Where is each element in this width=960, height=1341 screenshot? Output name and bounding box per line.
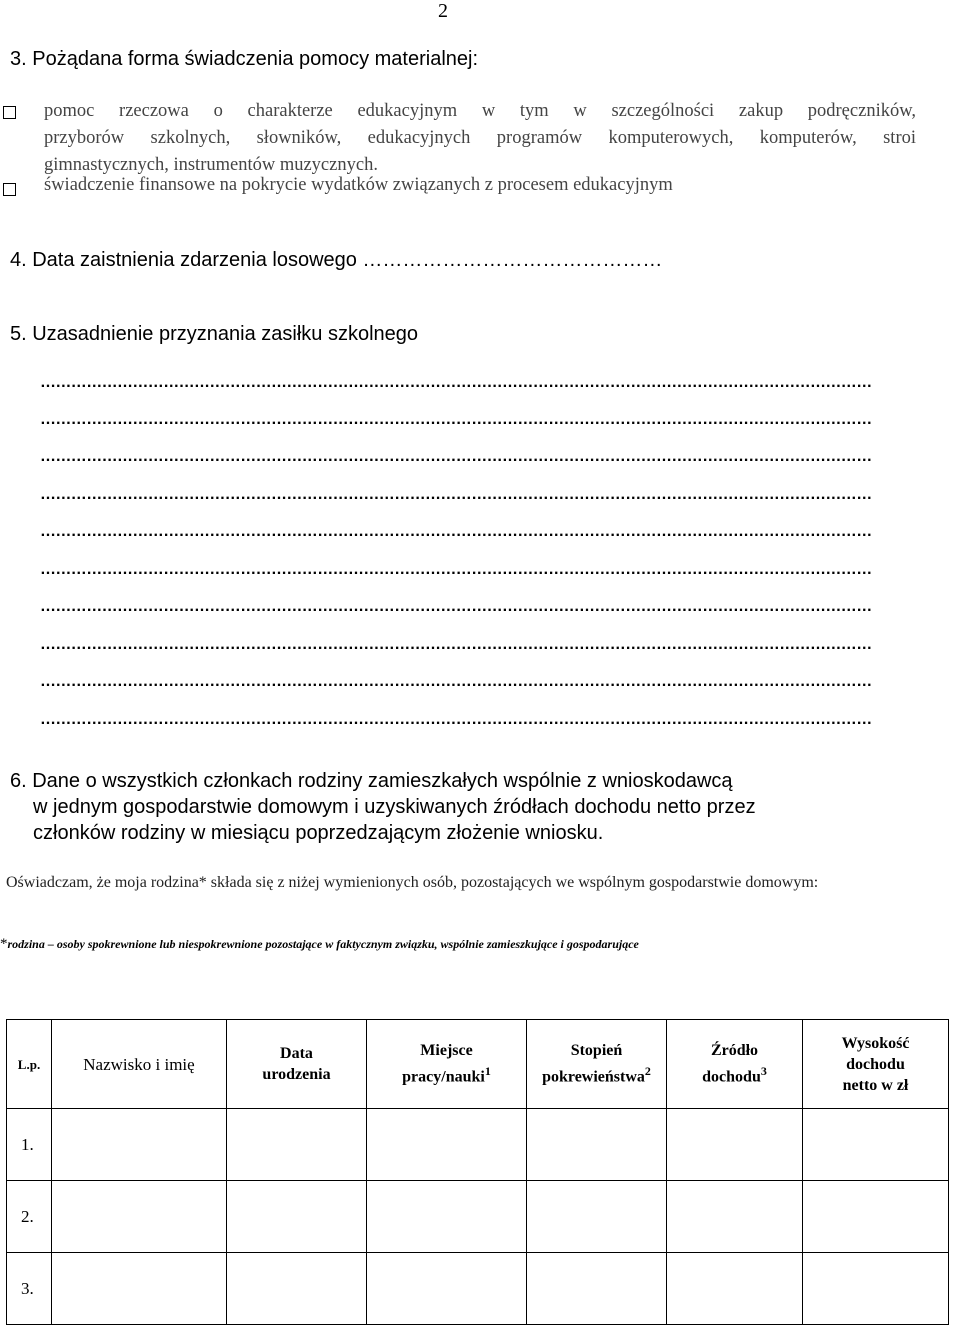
option-line: pomoc rzeczowa o charakterze edukacyjnym w tym w szczególności zakup podręczników, (44, 101, 916, 121)
cell-income-source[interactable] (667, 1181, 803, 1253)
header-text: netto w zł (842, 1076, 909, 1094)
header-text: Data (280, 1045, 313, 1062)
header-text: Stopień (570, 1042, 623, 1060)
section-4-heading: 4. Data zaistnienia zdarzenia losowego ……………………………………… (10, 249, 663, 271)
cell-net-income[interactable] (803, 1109, 949, 1181)
cell-income-source[interactable] (667, 1109, 803, 1181)
header-text: Miejsce (420, 1042, 473, 1060)
cell-income-source[interactable] (667, 1253, 803, 1325)
cell-birth-date[interactable] (227, 1253, 367, 1325)
header-birth-date (227, 1020, 367, 1109)
justification-line[interactable]: ……………………………………………………………………………………………………………………………………………… (40, 374, 872, 391)
justification-line[interactable]: ……………………………………………………………………………………………………………………………………………… (40, 673, 872, 690)
footnote-ref: 2 (644, 1064, 651, 1079)
section-3-heading: 3. Pożądana forma świadczenia pomocy materialnej: (10, 48, 479, 70)
cell-workplace[interactable] (367, 1253, 527, 1325)
cell-workplace[interactable] (367, 1181, 527, 1253)
table-row (7, 1253, 949, 1325)
cell-net-income[interactable] (803, 1253, 949, 1325)
section-6-heading-line: członków rodziny w miesiącu poprzedzającym złożenie wniosku. (33, 822, 604, 844)
row-number: 3. (7, 1253, 52, 1325)
option-financial-aid-text: świadczenie finansowe na pokrycie wydatków związanych z procesem edukacyjnym (44, 175, 673, 195)
header-income-source (667, 1020, 803, 1109)
header-text: pracy/nauki (402, 1068, 485, 1086)
justification-line[interactable]: ……………………………………………………………………………………………………………………………………………… (40, 711, 872, 728)
cell-workplace[interactable] (367, 1109, 527, 1181)
cell-name[interactable] (52, 1109, 227, 1181)
row-number: 2. (7, 1181, 52, 1253)
header-text: dochodu (846, 1055, 905, 1073)
justification-line[interactable]: ……………………………………………………………………………………………………………………………………………… (40, 636, 872, 653)
section-6-heading-line: 6. Dane o wszystkich członkach rodziny zamieszkałych wspólnie z wnioskodawcą (10, 770, 733, 792)
header-name: Nazwisko i imię (52, 1020, 227, 1109)
cell-relation[interactable] (527, 1109, 667, 1181)
header-net-income (803, 1020, 949, 1109)
header-lp: L.p. (7, 1020, 52, 1109)
option-material-aid-text (44, 98, 916, 179)
row-number: 1. (7, 1109, 52, 1181)
header-text: Wysokość (841, 1034, 910, 1052)
cell-relation[interactable] (527, 1253, 667, 1325)
header-text: pokrewieństwa (542, 1068, 645, 1086)
section-6-heading (10, 768, 756, 846)
justification-line[interactable]: ……………………………………………………………………………………………………………………………………………… (40, 486, 872, 503)
header-relation (527, 1020, 667, 1109)
table-row (7, 1109, 949, 1181)
justification-line[interactable]: ……………………………………………………………………………………………………………………………………………… (40, 523, 872, 540)
family-footnote (0, 936, 639, 953)
justification-line[interactable]: ……………………………………………………………………………………………………………………………………………… (40, 561, 872, 578)
cell-net-income[interactable] (803, 1181, 949, 1253)
section-5-heading: 5. Uzasadnienie przyznania zasiłku szkolnego (10, 323, 419, 345)
cell-relation[interactable] (527, 1181, 667, 1253)
cell-name[interactable] (52, 1253, 227, 1325)
cell-birth-date[interactable] (227, 1109, 367, 1181)
table-header-row (7, 1020, 949, 1109)
household-statement: Oświadczam, że moja rodzina* składa się z niżej wymienionych osób, pozostających we wspólnym gospodarstwie domowym: (6, 874, 819, 891)
footnote-star: * (0, 936, 8, 952)
checkbox-material-aid[interactable] (3, 106, 16, 119)
footnote-ref: 1 (484, 1064, 491, 1079)
section-6-heading-line: w jednym gospodarstwie domowym i uzyskiwanych źródłach dochodu netto przez (33, 796, 756, 818)
justification-line[interactable]: ……………………………………………………………………………………………………………………………………………… (40, 448, 872, 465)
footnote-text: rodzina – osoby spokrewnione lub niespokrewnione pozostające w faktycznym związku, wspólnie zamieszkujące i gospodarujące (7, 937, 639, 951)
family-members-table (6, 1019, 949, 1325)
header-text: dochodu (702, 1068, 761, 1086)
option-line: gimnastycznych, instrumentów muzycznych. (44, 155, 378, 175)
header-workplace (367, 1020, 527, 1109)
cell-birth-date[interactable] (227, 1181, 367, 1253)
header-text: urodzenia (262, 1066, 331, 1083)
option-line: przyborów szkolnych, słowników, edukacyjnych programów komputerowych, komputerów, stroi (44, 128, 916, 148)
footnote-ref: 3 (760, 1064, 767, 1079)
justification-line[interactable]: ……………………………………………………………………………………………………………………………………………… (40, 411, 872, 428)
table-row (7, 1181, 949, 1253)
checkbox-financial-aid[interactable] (3, 183, 16, 196)
justification-line[interactable]: ……………………………………………………………………………………………………………………………………………… (40, 598, 872, 615)
cell-name[interactable] (52, 1181, 227, 1253)
header-text: Źródło (710, 1042, 759, 1060)
page-number: 2 (438, 0, 448, 22)
